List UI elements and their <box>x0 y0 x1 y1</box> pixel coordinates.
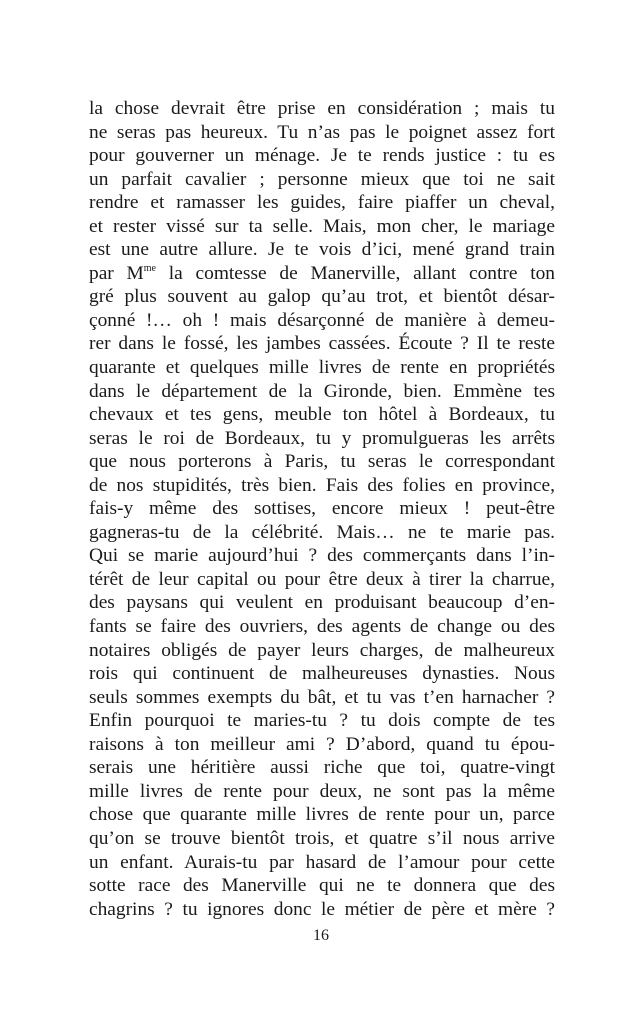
text-line: quarante et quelques mille livres de rente en propriétés <box>89 357 555 379</box>
text-line: notaires obligés de payer leurs charges, de malheureux <box>89 639 555 661</box>
text-line: fants se faire des ouvriers, des agents de change ou des <box>89 616 555 638</box>
text-line: de nos stupidités, très bien. Fais des folies en province, <box>89 474 555 496</box>
text-line: chevaux et tes gens, meuble ton hôtel à Bordeaux, tu <box>89 404 555 426</box>
text-line: serais une héritière aussi riche que toi, quatre-vingt <box>89 757 555 779</box>
text-line: Qui se marie aujourd’hui ? des commerçants dans l’in- <box>89 545 555 567</box>
text-line-segment: la comtesse de Manerville, allant contre ton <box>156 262 555 284</box>
text-line: mille livres de rente pour deux, ne sont pas la même <box>89 780 555 802</box>
body-text <box>89 97 555 921</box>
text-line: chose que quarante mille livres de rente pour un, parce <box>89 804 555 826</box>
text-line: gré plus souvent au galop qu’au trot, et bientôt désar- <box>89 286 555 308</box>
text-line: rer dans le fossé, les jambes cassées. Écoute ? Il te reste <box>89 333 555 355</box>
page-number: 16 <box>313 927 329 944</box>
text-line: rendre et ramasser les guides, faire piaffer un cheval, <box>89 192 555 214</box>
text-line: dans le département de la Gironde, bien. Emmène tes <box>89 380 555 402</box>
text-line: est une autre allure. Je te vois d’ici, mené grand train <box>89 239 555 261</box>
text-line: Enfin pourquoi te maries-tu ? tu dois compte de tes <box>89 710 555 732</box>
text-line: térêt de leur capital ou pour être deux à tirer la charrue, <box>89 568 555 590</box>
text-line: qu’on se trouve bientôt trois, et quatre s’il nous arrive <box>89 827 555 849</box>
text-line: des paysans qui veulent en produisant beaucoup d’en- <box>89 592 555 614</box>
text-line: que nous porterons à Paris, tu seras le correspondant <box>89 451 555 473</box>
text-line: fais-y même des sottises, encore mieux ! peut-être <box>89 498 555 520</box>
text-line: pour gouverner un ménage. Je te rends justice : tu es <box>89 145 555 167</box>
text-line: la chose devrait être prise en considération ; mais tu <box>89 98 555 119</box>
text-line <box>89 262 555 286</box>
text-line: et rester vissé sur ta selle. Mais, mon cher, le mariage <box>89 215 555 237</box>
text-line: chagrins ? tu ignores donc le métier de père et mère ? <box>89 898 555 920</box>
text-line: rois qui continuent de malheureuses dynasties. Nous <box>89 663 555 685</box>
text-line: un parfait cavalier ; personne mieux que toi ne sait <box>89 168 555 190</box>
text-line: ne seras pas heureux. Tu n’as pas le poignet assez fort <box>89 121 555 143</box>
text-line-segment: par M <box>89 262 144 284</box>
text-line: un enfant. Aurais-tu par hasard de l’amour pour cette <box>89 851 555 873</box>
superscript-abbreviation: me <box>143 262 156 274</box>
text-line: sotte race des Manerville qui ne te donnera que des <box>89 875 555 897</box>
text-line: gagneras-tu de la célébrité. Mais… ne te marie pas. <box>89 521 555 543</box>
text-line: raisons à ton meilleur ami ? D’abord, quand tu épou- <box>89 733 555 755</box>
text-line: seuls sommes exempts du bât, et tu vas t’en harnacher ? <box>89 686 555 708</box>
text-line: çonné !… oh ! mais désarçonné de manière à demeu- <box>89 309 555 331</box>
text-line: seras le roi de Bordeaux, tu y promulgueras les arrêts <box>89 427 555 449</box>
